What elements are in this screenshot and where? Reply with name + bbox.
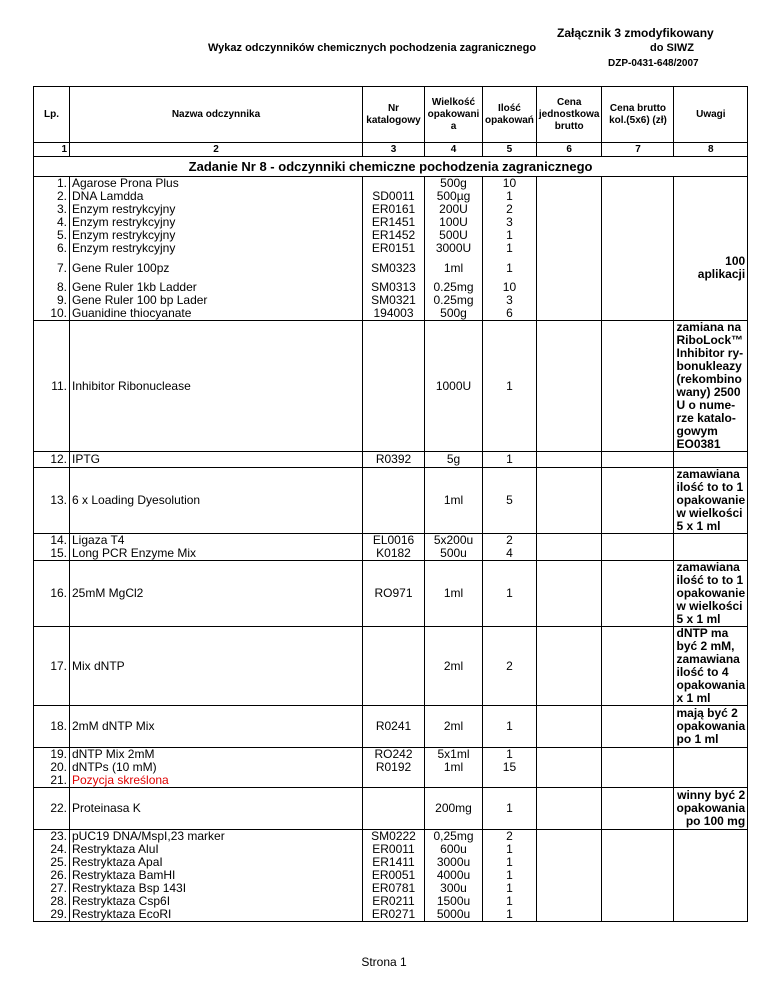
package-size: 5x1ml bbox=[425, 748, 483, 762]
row-number: 18. bbox=[34, 706, 70, 748]
catalog-number: ER0161 bbox=[363, 203, 425, 216]
reagent-name: Agarose Prona Plus bbox=[70, 177, 363, 191]
notes-cell bbox=[674, 534, 748, 548]
total-price bbox=[602, 321, 674, 452]
section-title-row bbox=[34, 157, 748, 177]
column-number-row bbox=[34, 143, 748, 157]
total-price bbox=[602, 788, 674, 830]
unit-price bbox=[536, 895, 602, 908]
package-size: 200mg bbox=[425, 788, 483, 830]
catalog-number: SM0323 bbox=[363, 255, 425, 281]
row-number: 3. bbox=[34, 203, 70, 216]
notes-cell bbox=[674, 190, 748, 203]
unit-price bbox=[536, 627, 602, 706]
table-row bbox=[34, 242, 748, 255]
total-price bbox=[602, 869, 674, 882]
unit-price bbox=[536, 869, 602, 882]
total-price bbox=[602, 190, 674, 203]
catalog-number: ER1451 bbox=[363, 216, 425, 229]
package-quantity bbox=[483, 774, 537, 788]
total-price bbox=[602, 830, 674, 844]
unit-price bbox=[536, 830, 602, 844]
table-row bbox=[34, 706, 748, 748]
catalog-number bbox=[363, 321, 425, 452]
package-size: 2ml bbox=[425, 627, 483, 706]
col-qty: Ilość opakowań bbox=[483, 87, 537, 143]
catalog-number: ER0271 bbox=[363, 908, 425, 922]
reagent-name: dNTP Mix 2mM bbox=[70, 748, 363, 762]
reagent-name: Pozycja skreślona bbox=[70, 774, 363, 788]
row-number: 5. bbox=[34, 229, 70, 242]
reagent-name: Restryktaza BamHI bbox=[70, 869, 363, 882]
notes-cell bbox=[674, 547, 748, 561]
row-number: 10. bbox=[34, 307, 70, 321]
reagent-name: Mix dNTP bbox=[70, 627, 363, 706]
unit-price bbox=[536, 203, 602, 216]
notes-cell bbox=[674, 229, 748, 242]
col-number: 6 bbox=[536, 143, 602, 157]
table-row bbox=[34, 203, 748, 216]
table-row bbox=[34, 229, 748, 242]
unit-price bbox=[536, 843, 602, 856]
table-row bbox=[34, 255, 748, 281]
package-size: 500µg bbox=[425, 190, 483, 203]
row-number: 12. bbox=[34, 452, 70, 468]
notes-cell: winny być 2 opakowania po 100 mg bbox=[674, 788, 748, 830]
notes-cell bbox=[674, 843, 748, 856]
package-size: 300u bbox=[425, 882, 483, 895]
notes-cell bbox=[674, 242, 748, 255]
unit-price bbox=[536, 452, 602, 468]
table-row bbox=[34, 856, 748, 869]
package-size: 0,25mg bbox=[425, 830, 483, 844]
total-price bbox=[602, 203, 674, 216]
col-number: 1 bbox=[34, 143, 70, 157]
unit-price bbox=[536, 882, 602, 895]
package-quantity: 1 bbox=[483, 748, 537, 762]
table-row bbox=[34, 908, 748, 922]
notes-cell bbox=[674, 307, 748, 321]
total-price bbox=[602, 307, 674, 321]
catalog-number: ER0011 bbox=[363, 843, 425, 856]
col-number: 8 bbox=[674, 143, 748, 157]
col-name: Nazwa odczynnika bbox=[70, 87, 363, 143]
package-quantity: 10 bbox=[483, 281, 537, 294]
catalog-number: RO242 bbox=[363, 748, 425, 762]
package-size: 500g bbox=[425, 307, 483, 321]
catalog-number: ER0781 bbox=[363, 882, 425, 895]
package-size: 0.25mg bbox=[425, 294, 483, 307]
notes-cell bbox=[674, 856, 748, 869]
section-title: Zadanie Nr 8 - odczynniki chemiczne pochodzenia zagranicznego bbox=[34, 157, 748, 177]
package-quantity: 10 bbox=[483, 177, 537, 191]
reagent-name: Enzym restrykcyjny bbox=[70, 203, 363, 216]
table-row bbox=[34, 321, 748, 452]
unit-price bbox=[536, 856, 602, 869]
package-size: 600u bbox=[425, 843, 483, 856]
package-size bbox=[425, 774, 483, 788]
reagent-name: Restryktaza Csp6I bbox=[70, 895, 363, 908]
package-quantity: 1 bbox=[483, 856, 537, 869]
total-price bbox=[602, 547, 674, 561]
table-row bbox=[34, 895, 748, 908]
notes-cell bbox=[674, 882, 748, 895]
unit-price bbox=[536, 561, 602, 627]
unit-price bbox=[536, 307, 602, 321]
package-quantity: 1 bbox=[483, 908, 537, 922]
package-quantity: 1 bbox=[483, 882, 537, 895]
catalog-number bbox=[363, 177, 425, 191]
table-row bbox=[34, 534, 748, 548]
total-price bbox=[602, 774, 674, 788]
row-number: 11. bbox=[34, 321, 70, 452]
package-size: 5g bbox=[425, 452, 483, 468]
row-number: 17. bbox=[34, 627, 70, 706]
row-number: 27. bbox=[34, 882, 70, 895]
notes-cell: dNTP ma być 2 mM, zamawiana ilość to 4 opakowania x 1 ml bbox=[674, 627, 748, 706]
attachment-title: Załącznik 3 zmodyfikowany bbox=[557, 26, 714, 40]
row-number: 24. bbox=[34, 843, 70, 856]
package-quantity: 1 bbox=[483, 895, 537, 908]
total-price bbox=[602, 882, 674, 895]
row-number: 19. bbox=[34, 748, 70, 762]
table-row bbox=[34, 452, 748, 468]
package-quantity: 2 bbox=[483, 534, 537, 548]
notes-cell bbox=[674, 203, 748, 216]
package-quantity: 1 bbox=[483, 843, 537, 856]
table-row bbox=[34, 468, 748, 534]
total-price bbox=[602, 706, 674, 748]
unit-price bbox=[536, 706, 602, 748]
notes-cell: mają być 2 opakowania po 1 ml bbox=[674, 706, 748, 748]
col-number: 3 bbox=[363, 143, 425, 157]
reagent-name: Restryktaza Bsp 143I bbox=[70, 882, 363, 895]
catalog-number: ER1411 bbox=[363, 856, 425, 869]
catalog-number: R0241 bbox=[363, 706, 425, 748]
total-price bbox=[602, 761, 674, 774]
col-number: 2 bbox=[70, 143, 363, 157]
row-number: 7. bbox=[34, 255, 70, 281]
package-size: 500g bbox=[425, 177, 483, 191]
catalog-number: SD0011 bbox=[363, 190, 425, 203]
row-number: 8. bbox=[34, 281, 70, 294]
package-quantity: 1 bbox=[483, 869, 537, 882]
unit-price bbox=[536, 294, 602, 307]
reagent-name: 6 x Loading Dyesolution bbox=[70, 468, 363, 534]
unit-price bbox=[536, 547, 602, 561]
reagent-name: 25mM MgCl2 bbox=[70, 561, 363, 627]
row-number: 26. bbox=[34, 869, 70, 882]
document-reference: DZP-0431-648/2007 bbox=[608, 58, 699, 69]
package-size: 100U bbox=[425, 216, 483, 229]
table-row bbox=[34, 830, 748, 844]
reagent-name: dNTPs (10 mM) bbox=[70, 761, 363, 774]
row-number: 6. bbox=[34, 242, 70, 255]
package-size: 0.25mg bbox=[425, 281, 483, 294]
package-size: 1ml bbox=[425, 468, 483, 534]
total-price bbox=[602, 242, 674, 255]
table-row bbox=[34, 869, 748, 882]
total-price bbox=[602, 452, 674, 468]
total-price bbox=[602, 895, 674, 908]
package-size: 200U bbox=[425, 203, 483, 216]
reagent-name: 2mM dNTP Mix bbox=[70, 706, 363, 748]
package-size: 2ml bbox=[425, 706, 483, 748]
package-size: 5000u bbox=[425, 908, 483, 922]
total-price bbox=[602, 177, 674, 191]
table-row bbox=[34, 788, 748, 830]
package-size: 500U bbox=[425, 229, 483, 242]
package-quantity: 1 bbox=[483, 788, 537, 830]
package-quantity: 2 bbox=[483, 203, 537, 216]
reagent-name: DNA Lamdda bbox=[70, 190, 363, 203]
package-quantity: 5 bbox=[483, 468, 537, 534]
column-header-row bbox=[34, 87, 748, 143]
row-number: 25. bbox=[34, 856, 70, 869]
reagent-name: IPTG bbox=[70, 452, 363, 468]
reagent-name: Long PCR Enzyme Mix bbox=[70, 547, 363, 561]
package-size: 1500u bbox=[425, 895, 483, 908]
table-row bbox=[34, 294, 748, 307]
notes-cell bbox=[674, 908, 748, 922]
page-footer: Strona 1 bbox=[361, 955, 407, 969]
package-quantity: 1 bbox=[483, 242, 537, 255]
package-quantity: 1 bbox=[483, 229, 537, 242]
reagent-name: Restryktaza AluI bbox=[70, 843, 363, 856]
package-quantity: 1 bbox=[483, 321, 537, 452]
total-price bbox=[602, 748, 674, 762]
row-number: 1. bbox=[34, 177, 70, 191]
package-quantity: 4 bbox=[483, 547, 537, 561]
row-number: 16. bbox=[34, 561, 70, 627]
package-size: 3000u bbox=[425, 856, 483, 869]
catalog-number: ER0051 bbox=[363, 869, 425, 882]
package-quantity: 1 bbox=[483, 190, 537, 203]
document-title: Wykaz odczynników chemicznych pochodzenia zagranicznego bbox=[208, 42, 537, 54]
reagent-name: Restryktaza ApaI bbox=[70, 856, 363, 869]
package-size: 1ml bbox=[425, 561, 483, 627]
package-quantity: 15 bbox=[483, 761, 537, 774]
row-number: 9. bbox=[34, 294, 70, 307]
package-quantity: 1 bbox=[483, 706, 537, 748]
total-price bbox=[602, 561, 674, 627]
row-number: 2. bbox=[34, 190, 70, 203]
catalog-number bbox=[363, 468, 425, 534]
notes-cell: zamawiana ilość to to 1 opakowanie w wielkości 5 x 1 ml bbox=[674, 561, 748, 627]
catalog-number: ER1452 bbox=[363, 229, 425, 242]
row-number: 13. bbox=[34, 468, 70, 534]
package-quantity: 2 bbox=[483, 830, 537, 844]
unit-price bbox=[536, 242, 602, 255]
package-size: 3000U bbox=[425, 242, 483, 255]
package-quantity: 1 bbox=[483, 255, 537, 281]
table-row bbox=[34, 774, 748, 788]
table-row bbox=[34, 882, 748, 895]
catalog-number: ER0211 bbox=[363, 895, 425, 908]
package-size: 4000u bbox=[425, 869, 483, 882]
unit-price bbox=[536, 190, 602, 203]
total-price bbox=[602, 534, 674, 548]
total-price bbox=[602, 216, 674, 229]
notes-cell bbox=[674, 216, 748, 229]
notes-cell bbox=[674, 895, 748, 908]
catalog-number bbox=[363, 788, 425, 830]
table-row bbox=[34, 177, 748, 191]
table-row bbox=[34, 561, 748, 627]
catalog-number: SM0321 bbox=[363, 294, 425, 307]
notes-cell bbox=[674, 748, 748, 762]
reagent-name: Enzym restrykcyjny bbox=[70, 242, 363, 255]
col-number: 7 bbox=[602, 143, 674, 157]
unit-price bbox=[536, 788, 602, 830]
reagent-name: Proteinasa K bbox=[70, 788, 363, 830]
row-number: 14. bbox=[34, 534, 70, 548]
col-notes: Uwagi bbox=[674, 87, 748, 143]
catalog-number: EL0016 bbox=[363, 534, 425, 548]
unit-price bbox=[536, 908, 602, 922]
row-number: 15. bbox=[34, 547, 70, 561]
row-number: 20. bbox=[34, 761, 70, 774]
total-price bbox=[602, 856, 674, 869]
table-row bbox=[34, 761, 748, 774]
unit-price bbox=[536, 468, 602, 534]
notes-cell: zamiana na RiboLock™ Inhibitor ry-bonukleazy (rekombino wany) 2500 U o nume-rze katalo-gowym EO0381 bbox=[674, 321, 748, 452]
total-price bbox=[602, 294, 674, 307]
row-number: 4. bbox=[34, 216, 70, 229]
total-price bbox=[602, 908, 674, 922]
table-row bbox=[34, 190, 748, 203]
col-catalog: Nr katalogowy bbox=[363, 87, 425, 143]
total-price bbox=[602, 843, 674, 856]
notes-cell bbox=[674, 294, 748, 307]
row-number: 21. bbox=[34, 774, 70, 788]
package-size: 1ml bbox=[425, 255, 483, 281]
package-quantity: 3 bbox=[483, 294, 537, 307]
total-price bbox=[602, 281, 674, 294]
table-row bbox=[34, 307, 748, 321]
package-size: 500u bbox=[425, 547, 483, 561]
reagent-name: pUC19 DNA/MspI,23 marker bbox=[70, 830, 363, 844]
package-size: 5x200u bbox=[425, 534, 483, 548]
notes-cell bbox=[674, 177, 748, 191]
table-row bbox=[34, 627, 748, 706]
notes-cell bbox=[674, 774, 748, 788]
reagent-name: Restryktaza EcoRI bbox=[70, 908, 363, 922]
unit-price bbox=[536, 255, 602, 281]
col-lp: Lp. bbox=[34, 87, 70, 143]
notes-cell bbox=[674, 281, 748, 294]
table-row bbox=[34, 843, 748, 856]
total-price bbox=[602, 255, 674, 281]
row-number: 22. bbox=[34, 788, 70, 830]
unit-price bbox=[536, 281, 602, 294]
package-quantity: 1 bbox=[483, 561, 537, 627]
col-unit-price: Cena jednostkowa brutto bbox=[536, 87, 602, 143]
unit-price bbox=[536, 321, 602, 452]
catalog-number bbox=[363, 627, 425, 706]
catalog-number: K0182 bbox=[363, 547, 425, 561]
col-number: 4 bbox=[425, 143, 483, 157]
reagent-name: Inhibitor Ribonuclease bbox=[70, 321, 363, 452]
reagent-name: Enzym restrykcyjny bbox=[70, 229, 363, 242]
catalog-number: R0392 bbox=[363, 452, 425, 468]
table-row bbox=[34, 748, 748, 762]
col-number: 5 bbox=[483, 143, 537, 157]
unit-price bbox=[536, 216, 602, 229]
unit-price bbox=[536, 748, 602, 762]
unit-price bbox=[536, 534, 602, 548]
unit-price bbox=[536, 774, 602, 788]
total-price bbox=[602, 229, 674, 242]
reagent-name: Enzym restrykcyjny bbox=[70, 216, 363, 229]
notes-cell bbox=[674, 761, 748, 774]
unit-price bbox=[536, 177, 602, 191]
reagent-name: Ligaza T4 bbox=[70, 534, 363, 548]
table-row bbox=[34, 281, 748, 294]
notes-cell: zamawiana ilość to to 1 opakowanie w wielkości 5 x 1 ml bbox=[674, 468, 748, 534]
unit-price bbox=[536, 761, 602, 774]
table-row bbox=[34, 547, 748, 561]
catalog-number: R0192 bbox=[363, 761, 425, 774]
notes-cell bbox=[674, 452, 748, 468]
package-quantity: 3 bbox=[483, 216, 537, 229]
catalog-number: 194003 bbox=[363, 307, 425, 321]
package-quantity: 1 bbox=[483, 452, 537, 468]
catalog-number bbox=[363, 774, 425, 788]
reagent-name: Gene Ruler 100 bp Lader bbox=[70, 294, 363, 307]
catalog-number: ER0151 bbox=[363, 242, 425, 255]
col-size: Wielkość opakowani a bbox=[425, 87, 483, 143]
reagents-table bbox=[33, 86, 748, 922]
package-quantity: 2 bbox=[483, 627, 537, 706]
catalog-number: SM0222 bbox=[363, 830, 425, 844]
reagent-name: Guanidine thiocyanate bbox=[70, 307, 363, 321]
table-row bbox=[34, 216, 748, 229]
total-price bbox=[602, 468, 674, 534]
package-size: 1ml bbox=[425, 761, 483, 774]
col-total-price: Cena brutto kol.(5x6) (zł) bbox=[602, 87, 674, 143]
catalog-number: SM0313 bbox=[363, 281, 425, 294]
package-size: 1000U bbox=[425, 321, 483, 452]
document-title-right: do SIWZ bbox=[650, 42, 694, 54]
notes-cell bbox=[674, 869, 748, 882]
notes-cell: 100 aplikacji bbox=[674, 255, 748, 281]
reagent-name: Gene Ruler 1kb Ladder bbox=[70, 281, 363, 294]
package-quantity: 6 bbox=[483, 307, 537, 321]
reagent-name: Gene Ruler 100pz bbox=[70, 255, 363, 281]
row-number: 29. bbox=[34, 908, 70, 922]
unit-price bbox=[536, 229, 602, 242]
catalog-number: RO971 bbox=[363, 561, 425, 627]
row-number: 28. bbox=[34, 895, 70, 908]
row-number: 23. bbox=[34, 830, 70, 844]
notes-cell bbox=[674, 830, 748, 844]
total-price bbox=[602, 627, 674, 706]
